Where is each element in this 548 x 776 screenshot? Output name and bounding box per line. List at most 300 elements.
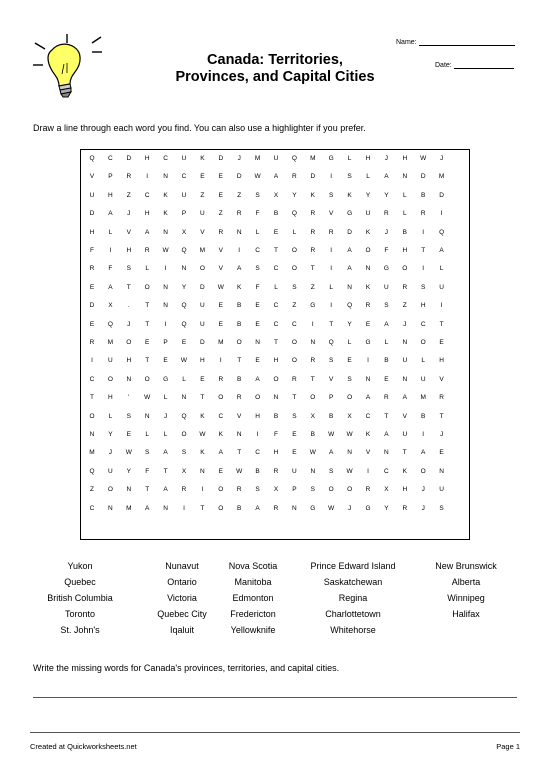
grid-letter[interactable]: Y xyxy=(108,431,113,438)
grid-letter[interactable]: O xyxy=(199,265,205,273)
grid-letter[interactable]: F xyxy=(108,265,113,273)
grid-letter[interactable]: N xyxy=(273,394,279,402)
grid-letter[interactable]: L xyxy=(182,375,186,383)
grid-letter[interactable]: I xyxy=(440,210,443,218)
grid-letter[interactable]: E xyxy=(163,357,168,365)
grid-letter[interactable]: A xyxy=(384,320,389,328)
grid-letter[interactable]: E xyxy=(292,431,297,438)
grid-letter[interactable]: G xyxy=(383,265,389,273)
grid-letter[interactable]: G xyxy=(163,375,169,383)
grid-letter[interactable]: O xyxy=(347,486,353,494)
grid-letter[interactable]: R xyxy=(144,247,150,254)
grid-letter[interactable]: A xyxy=(255,375,260,383)
grid-letter[interactable]: I xyxy=(330,173,333,181)
grid-letter[interactable]: U xyxy=(402,431,408,438)
grid-letter[interactable]: W xyxy=(328,504,335,512)
grid-letter[interactable]: K xyxy=(218,431,223,438)
grid-letter[interactable]: O xyxy=(144,375,150,383)
grid-letter[interactable]: Q xyxy=(107,320,113,328)
grid-letter[interactable]: R xyxy=(89,265,95,273)
grid-letter[interactable]: F xyxy=(255,283,260,291)
grid-letter[interactable]: B xyxy=(402,228,407,236)
grid-letter[interactable]: E xyxy=(439,339,444,346)
grid-letter[interactable]: D xyxy=(200,283,205,291)
grid-letter[interactable]: Y xyxy=(292,191,297,199)
name-line[interactable] xyxy=(419,38,515,46)
grid-letter[interactable]: Q xyxy=(181,302,187,310)
grid-letter[interactable]: K xyxy=(365,283,371,291)
grid-letter[interactable]: D xyxy=(126,155,132,162)
grid-letter[interactable]: U xyxy=(420,375,426,383)
grid-letter[interactable]: I xyxy=(91,357,93,365)
grid-letter[interactable]: I xyxy=(256,431,259,438)
grid-letter[interactable]: U xyxy=(200,320,205,328)
grid-letter[interactable]: L xyxy=(384,339,389,346)
grid-letter[interactable]: Q xyxy=(328,339,334,346)
grid-letter[interactable]: L xyxy=(292,228,297,236)
grid-letter[interactable]: D xyxy=(236,173,242,181)
grid-letter[interactable]: A xyxy=(421,449,426,457)
grid-letter[interactable]: I xyxy=(183,504,185,512)
grid-letter[interactable]: K xyxy=(365,431,371,438)
grid-letter[interactable]: L xyxy=(274,283,278,291)
grid-letter[interactable]: H xyxy=(108,191,113,199)
grid-letter[interactable]: H xyxy=(144,155,150,162)
grid-letter[interactable]: I xyxy=(367,357,369,365)
grid-letter[interactable]: P xyxy=(329,394,334,402)
grid-letter[interactable]: N xyxy=(402,339,408,346)
grid-letter[interactable]: J xyxy=(421,504,425,512)
grid-letter[interactable]: F xyxy=(145,467,150,475)
grid-letter[interactable]: Q xyxy=(291,155,297,162)
grid-letter[interactable]: N xyxy=(163,302,168,310)
grid-letter[interactable]: N xyxy=(310,339,316,346)
grid-letter[interactable]: N xyxy=(402,375,408,383)
grid-letter[interactable]: C xyxy=(163,155,168,162)
grid-letter[interactable]: B xyxy=(273,210,279,218)
grid-letter[interactable]: C xyxy=(273,302,279,310)
grid-letter[interactable]: A xyxy=(365,394,371,402)
grid-letter[interactable]: V xyxy=(89,173,95,181)
grid-letter[interactable]: L xyxy=(366,173,370,181)
grid-letter[interactable]: H xyxy=(439,357,444,365)
grid-letter[interactable]: O xyxy=(218,486,224,494)
grid-letter[interactable]: Y xyxy=(126,467,131,475)
grid-letter[interactable]: L xyxy=(108,412,113,420)
grid-letter[interactable]: R xyxy=(420,210,426,218)
grid-letter[interactable]: M xyxy=(199,247,206,254)
grid-letter[interactable]: B xyxy=(329,412,334,420)
grid-letter[interactable]: Z xyxy=(237,191,242,199)
grid-letter[interactable]: N xyxy=(365,375,371,383)
grid-letter[interactable]: S xyxy=(181,449,187,457)
grid-letter[interactable]: T xyxy=(329,320,334,328)
grid-letter[interactable]: I xyxy=(330,247,333,254)
grid-letter[interactable]: R xyxy=(89,339,95,346)
grid-letter[interactable]: R xyxy=(384,210,389,218)
grid-letter[interactable]: X xyxy=(310,412,315,420)
grid-letter[interactable]: O xyxy=(291,265,297,273)
grid-letter[interactable]: W xyxy=(328,431,335,438)
grid-letter[interactable]: V xyxy=(126,228,131,236)
grid-letter[interactable]: N xyxy=(200,467,205,475)
grid-letter[interactable]: O xyxy=(328,486,334,494)
grid-letter[interactable]: A xyxy=(108,210,113,218)
grid-letter[interactable]: X xyxy=(273,191,279,199)
grid-letter[interactable]: O xyxy=(255,394,261,402)
grid-letter[interactable]: G xyxy=(365,504,371,512)
grid-letter[interactable]: L xyxy=(421,357,425,365)
grid-letter[interactable]: J xyxy=(439,155,444,162)
grid-letter[interactable]: D xyxy=(218,155,224,162)
grid-letter[interactable]: A xyxy=(384,173,389,181)
grid-letter[interactable]: K xyxy=(200,412,205,420)
grid-letter[interactable]: B xyxy=(310,431,315,438)
grid-letter[interactable]: K xyxy=(310,191,315,199)
grid-letter[interactable]: O xyxy=(218,504,224,512)
grid-letter[interactable]: O xyxy=(89,412,95,420)
grid-letter[interactable]: A xyxy=(402,394,407,402)
grid-letter[interactable]: Q xyxy=(181,247,187,254)
grid-letter[interactable]: E xyxy=(200,173,205,181)
grid-letter[interactable]: V xyxy=(237,412,242,420)
grid-letter[interactable]: Z xyxy=(402,302,407,310)
grid-letter[interactable]: O xyxy=(144,283,150,291)
grid-letter[interactable]: N xyxy=(255,339,260,346)
grid-letter[interactable]: V xyxy=(365,449,371,457)
grid-letter[interactable]: O xyxy=(126,339,132,346)
grid-letter[interactable]: C xyxy=(255,247,260,254)
grid-letter[interactable]: T xyxy=(163,467,168,475)
grid-letter[interactable]: N xyxy=(310,467,316,475)
grid-letter[interactable]: I xyxy=(422,431,425,438)
grid-letter[interactable]: T xyxy=(237,357,242,365)
grid-letter[interactable]: X xyxy=(108,302,113,310)
grid-letter[interactable]: T xyxy=(439,320,444,328)
grid-letter[interactable]: E xyxy=(218,320,223,328)
grid-letter[interactable]: C xyxy=(255,449,260,457)
grid-letter[interactable]: R xyxy=(218,375,224,383)
grid-letter[interactable]: O xyxy=(291,247,297,254)
grid-letter[interactable]: R xyxy=(292,173,297,181)
grid-letter[interactable]: I xyxy=(164,320,167,328)
grid-letter[interactable]: R xyxy=(181,486,187,494)
grid-letter[interactable]: A xyxy=(218,449,223,457)
grid-letter[interactable]: J xyxy=(384,155,389,162)
grid-letter[interactable]: J xyxy=(439,431,444,438)
grid-letter[interactable]: W xyxy=(346,431,353,438)
grid-letter[interactable]: L xyxy=(439,265,444,273)
grid-letter[interactable]: S xyxy=(421,283,426,291)
grid-letter[interactable]: A xyxy=(347,265,352,273)
grid-letter[interactable]: A xyxy=(163,486,168,494)
grid-letter[interactable]: T xyxy=(421,247,426,254)
grid-letter[interactable]: T xyxy=(126,283,131,291)
grid-letter[interactable]: U xyxy=(292,467,297,475)
grid-letter[interactable]: U xyxy=(365,210,371,218)
grid-letter[interactable]: B xyxy=(421,191,426,199)
grid-letter[interactable]: O xyxy=(107,375,113,383)
date-line[interactable] xyxy=(454,61,514,69)
grid-letter[interactable]: G xyxy=(310,504,316,512)
grid-letter[interactable]: A xyxy=(255,504,260,512)
grid-letter[interactable]: T xyxy=(292,394,297,402)
grid-letter[interactable]: D xyxy=(439,191,444,199)
grid-letter[interactable]: T xyxy=(145,357,150,365)
grid-letter[interactable]: L xyxy=(402,191,407,199)
grid-letter[interactable]: S xyxy=(145,449,150,457)
grid-letter[interactable]: P xyxy=(108,173,113,181)
grid-letter[interactable]: R xyxy=(236,210,242,218)
grid-letter[interactable]: Y xyxy=(384,191,389,199)
grid-letter[interactable]: O xyxy=(347,394,353,402)
grid-letter[interactable]: X xyxy=(181,228,187,236)
grid-letter[interactable]: T xyxy=(274,339,278,346)
grid-letter[interactable]: C xyxy=(273,320,279,328)
grid-letter[interactable]: B xyxy=(237,302,242,310)
grid-letter[interactable]: O xyxy=(107,486,113,494)
grid-letter[interactable]: H xyxy=(273,357,279,365)
grid-letter[interactable]: T xyxy=(200,504,205,512)
grid-letter[interactable]: B xyxy=(255,467,260,475)
grid-letter[interactable]: F xyxy=(255,210,260,218)
grid-letter[interactable]: I xyxy=(440,302,443,310)
grid-letter[interactable]: E xyxy=(365,320,371,328)
grid-letter[interactable]: S xyxy=(329,191,334,199)
grid-letter[interactable]: H xyxy=(144,210,150,218)
grid-letter[interactable]: H xyxy=(420,302,426,310)
grid-letter[interactable]: K xyxy=(347,191,352,199)
grid-letter[interactable]: I xyxy=(164,265,167,273)
grid-letter[interactable]: E xyxy=(200,375,205,383)
grid-letter[interactable]: E xyxy=(218,173,223,181)
grid-letter[interactable]: Q xyxy=(181,412,187,420)
grid-letter[interactable]: R xyxy=(292,375,297,383)
grid-letter[interactable]: H xyxy=(89,228,95,236)
grid-letter[interactable]: A xyxy=(145,504,150,512)
grid-letter[interactable]: Z xyxy=(292,302,297,310)
grid-letter[interactable]: H xyxy=(126,247,132,254)
grid-letter[interactable]: Y xyxy=(181,283,187,291)
grid-letter[interactable]: O xyxy=(236,339,242,346)
grid-letter[interactable]: M xyxy=(310,155,316,162)
grid-letter[interactable]: E xyxy=(384,375,389,383)
grid-letter[interactable]: M xyxy=(126,504,132,512)
grid-letter[interactable]: K xyxy=(200,449,205,457)
grid-letter[interactable]: J xyxy=(403,320,407,328)
grid-letter[interactable]: Q xyxy=(347,302,353,310)
grid-letter[interactable]: W xyxy=(144,394,151,402)
grid-letter[interactable]: N xyxy=(126,375,132,383)
grid-letter[interactable]: C xyxy=(144,191,150,199)
grid-letter[interactable]: L xyxy=(163,394,168,402)
grid-letter[interactable]: X xyxy=(384,486,389,494)
grid-letter[interactable]: G xyxy=(310,302,316,310)
grid-letter[interactable]: D xyxy=(310,173,316,181)
grid-letter[interactable]: T xyxy=(200,394,205,402)
grid-letter[interactable]: B xyxy=(384,357,389,365)
grid-letter[interactable]: J xyxy=(108,449,113,457)
grid-letter[interactable]: N xyxy=(163,228,168,236)
grid-letter[interactable]: Y xyxy=(384,504,389,512)
grid-letter[interactable]: C xyxy=(384,467,389,475)
answer-line[interactable] xyxy=(33,697,517,698)
grid-letter[interactable]: N xyxy=(126,486,132,494)
grid-letter[interactable]: A xyxy=(273,173,279,181)
grid-letter[interactable]: P xyxy=(181,210,187,218)
grid-letter[interactable]: W xyxy=(420,155,427,162)
grid-letter[interactable]: R xyxy=(402,504,408,512)
grid-letter[interactable]: R xyxy=(439,394,444,402)
grid-letter[interactable]: O xyxy=(291,357,297,365)
grid-letter[interactable]: S xyxy=(255,265,260,273)
grid-letter[interactable]: R xyxy=(365,302,371,310)
grid-letter[interactable]: J xyxy=(421,486,425,494)
grid-letter[interactable]: U xyxy=(181,155,187,162)
grid-letter[interactable]: E xyxy=(347,357,352,365)
grid-letter[interactable]: U xyxy=(384,283,389,291)
grid-letter[interactable]: N xyxy=(384,449,389,457)
grid-letter[interactable]: L xyxy=(329,283,333,291)
grid-letter[interactable]: E xyxy=(89,283,95,291)
grid-letter[interactable]: Q xyxy=(181,320,187,328)
grid-letter[interactable]: J xyxy=(347,504,352,512)
grid-letter[interactable]: K xyxy=(200,155,205,162)
grid-letter[interactable]: ' xyxy=(128,394,130,402)
grid-letter[interactable]: C xyxy=(292,320,297,328)
grid-letter[interactable]: H xyxy=(126,357,132,365)
grid-letter[interactable]: K xyxy=(163,210,168,218)
grid-letter[interactable]: E xyxy=(218,302,223,310)
grid-letter[interactable]: E xyxy=(439,449,444,457)
grid-letter[interactable]: U xyxy=(89,191,95,199)
grid-letter[interactable]: C xyxy=(420,320,426,328)
grid-letter[interactable]: L xyxy=(347,155,352,162)
grid-letter[interactable]: S xyxy=(347,375,352,383)
grid-letter[interactable]: U xyxy=(402,357,408,365)
grid-letter[interactable]: V xyxy=(218,247,223,254)
grid-letter[interactable]: Z xyxy=(126,191,131,199)
grid-letter[interactable]: F xyxy=(90,247,94,254)
grid-letter[interactable]: E xyxy=(218,191,223,199)
grid-letter[interactable]: T xyxy=(90,394,94,402)
grid-letter[interactable]: Q xyxy=(291,210,297,218)
grid-letter[interactable]: E xyxy=(255,320,260,328)
grid-letter[interactable]: R xyxy=(273,467,279,475)
grid-letter[interactable]: A xyxy=(439,247,444,254)
grid-letter[interactable]: A xyxy=(329,449,334,457)
grid-letter[interactable]: S xyxy=(310,486,315,494)
grid-letter[interactable]: O xyxy=(420,339,426,346)
grid-letter[interactable]: N xyxy=(181,394,187,402)
grid-letter[interactable]: H xyxy=(402,155,408,162)
grid-letter[interactable]: G xyxy=(365,339,371,346)
grid-letter[interactable]: D xyxy=(200,339,205,346)
grid-letter[interactable]: V xyxy=(402,412,407,420)
grid-letter[interactable]: X xyxy=(181,467,187,475)
grid-letter[interactable]: X xyxy=(347,412,352,420)
grid-letter[interactable]: I xyxy=(330,265,333,273)
grid-letter[interactable]: R xyxy=(310,247,316,254)
grid-letter[interactable]: N xyxy=(365,265,371,273)
grid-letter[interactable]: N xyxy=(163,173,168,181)
grid-letter[interactable]: O xyxy=(291,339,297,346)
grid-letter[interactable]: N xyxy=(439,467,444,475)
grid-letter[interactable]: C xyxy=(218,412,224,420)
grid-letter[interactable]: H xyxy=(273,449,279,457)
grid-letter[interactable]: E xyxy=(292,449,297,457)
grid-letter[interactable]: T xyxy=(145,320,150,328)
grid-letter[interactable]: O xyxy=(218,394,224,402)
grid-letter[interactable]: B xyxy=(273,412,279,420)
grid-letter[interactable]: K xyxy=(365,228,371,236)
grid-letter[interactable]: I xyxy=(201,486,204,494)
grid-letter[interactable]: C xyxy=(108,155,113,162)
grid-letter[interactable]: F xyxy=(384,247,389,254)
grid-letter[interactable]: H xyxy=(365,155,371,162)
grid-letter[interactable]: D xyxy=(420,173,426,181)
grid-letter[interactable]: Q xyxy=(89,155,95,162)
grid-letter[interactable]: T xyxy=(439,412,444,420)
grid-letter[interactable]: J xyxy=(127,320,131,328)
grid-letter[interactable]: E xyxy=(181,339,187,346)
word-search-grid[interactable] xyxy=(80,149,470,540)
grid-letter[interactable]: T xyxy=(310,265,315,273)
grid-letter[interactable]: N xyxy=(236,228,242,236)
grid-letter[interactable]: S xyxy=(329,357,334,365)
grid-letter[interactable]: U xyxy=(439,486,444,494)
grid-letter[interactable]: P xyxy=(163,339,168,346)
grid-letter[interactable]: W xyxy=(254,173,261,181)
grid-letter[interactable]: J xyxy=(127,210,131,218)
grid-letter[interactable]: R xyxy=(328,228,334,236)
grid-letter[interactable]: L xyxy=(402,210,407,218)
grid-letter[interactable]: U xyxy=(200,302,205,310)
grid-letter[interactable]: T xyxy=(274,247,278,254)
grid-letter[interactable]: Y xyxy=(347,320,352,328)
grid-letter[interactable]: V xyxy=(439,375,444,383)
grid-letter[interactable]: L xyxy=(163,431,168,438)
grid-letter[interactable]: I xyxy=(330,302,333,310)
grid-letter[interactable]: M xyxy=(438,173,445,181)
grid-letter[interactable]: N xyxy=(108,504,113,512)
date-field[interactable] xyxy=(435,61,514,69)
grid-letter[interactable]: J xyxy=(384,228,389,236)
grid-letter[interactable]: W xyxy=(125,449,132,457)
grid-letter[interactable]: Z xyxy=(310,283,315,291)
grid-letter[interactable]: D xyxy=(347,228,352,236)
grid-letter[interactable]: B xyxy=(421,412,426,420)
grid-letter[interactable]: O xyxy=(365,247,371,254)
grid-letter[interactable]: N xyxy=(163,504,168,512)
grid-letter[interactable]: T xyxy=(384,412,389,420)
grid-letter[interactable]: H xyxy=(200,357,205,365)
grid-letter[interactable]: L xyxy=(145,265,149,273)
grid-letter[interactable]: R xyxy=(310,228,316,236)
grid-letter[interactable]: Q xyxy=(439,228,445,236)
grid-letter[interactable]: U xyxy=(108,357,113,365)
grid-letter[interactable]: K xyxy=(402,467,407,475)
grid-letter[interactable]: S xyxy=(347,173,352,181)
grid-letter[interactable]: I xyxy=(238,247,241,254)
name-field[interactable] xyxy=(396,38,515,46)
grid-letter[interactable]: S xyxy=(329,467,334,475)
grid-letter[interactable]: G xyxy=(347,210,353,218)
grid-letter[interactable]: C xyxy=(89,504,95,512)
grid-letter[interactable]: S xyxy=(292,412,297,420)
grid-letter[interactable]: J xyxy=(163,412,168,420)
grid-letter[interactable]: R xyxy=(126,173,132,181)
